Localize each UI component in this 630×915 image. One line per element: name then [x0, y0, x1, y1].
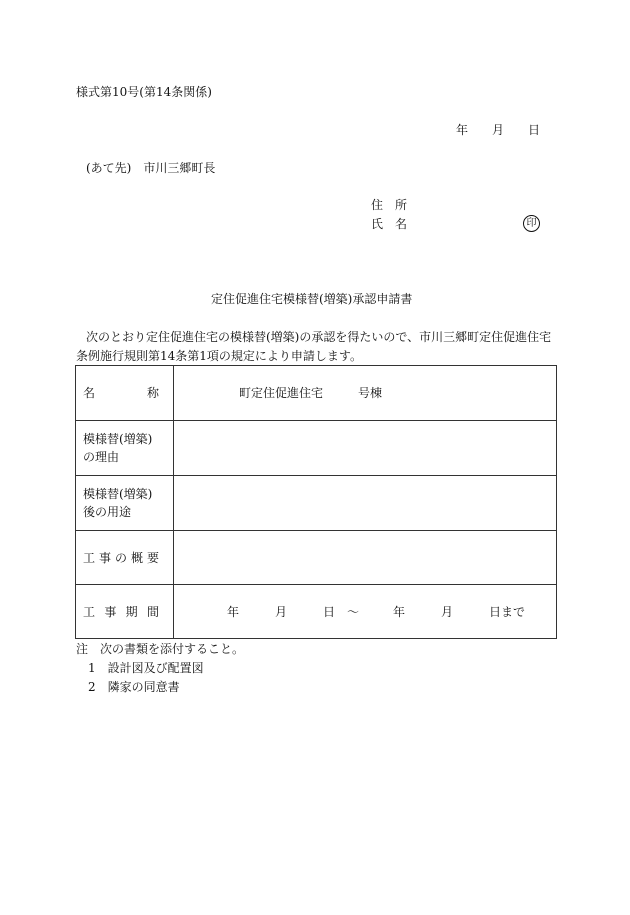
- intro-line-2: 条例施行規則第14条第1項の規定により申請します。: [76, 349, 362, 363]
- period-start-year: 年: [227, 604, 240, 619]
- row-reason: [76, 421, 557, 476]
- label-reason: [76, 421, 174, 476]
- value-name[interactable]: [174, 366, 557, 421]
- value-period[interactable]: [174, 585, 557, 639]
- period-char: 事: [104, 604, 117, 619]
- row-period: [76, 585, 557, 639]
- label-reason-2: の理由: [83, 450, 120, 464]
- label-name-part-b: 称: [146, 386, 159, 400]
- label-name: [76, 366, 174, 421]
- label-usage-1: 模様替(増築): [83, 487, 153, 501]
- date-day: 日: [528, 123, 541, 137]
- period-start-day: 日: [323, 604, 336, 619]
- period-end-month: 月: [441, 604, 454, 619]
- row-usage: [76, 476, 557, 531]
- period-end-year: 年: [393, 604, 406, 619]
- seal-mark: 印: [523, 215, 540, 232]
- date-year: 年: [456, 123, 469, 137]
- name-label: 氏 名: [371, 217, 408, 231]
- address-label: 住 所: [371, 198, 408, 212]
- period-char: 間: [146, 604, 159, 619]
- label-reason-1: 模様替(増築): [83, 432, 153, 446]
- outline-char: 工: [83, 550, 96, 565]
- value-reason[interactable]: [174, 421, 557, 476]
- notes-item: 2 隣家の同意書: [88, 680, 180, 694]
- page-title: 定住促進住宅模様替(増築)承認申請書: [211, 292, 413, 306]
- addressee: (あて先) 市川三郷町長: [86, 161, 216, 175]
- name-value-b: 号棟: [358, 386, 383, 400]
- notes-item: 1 設計図及び配置図: [88, 661, 204, 675]
- label-outline: [76, 531, 174, 585]
- period-char: 工: [83, 604, 96, 619]
- name-value-a: 町定住促進住宅: [239, 386, 324, 400]
- period-char: 期: [125, 604, 138, 619]
- row-outline: [76, 531, 557, 585]
- form-number: 様式第10号(第14条関係): [76, 85, 212, 99]
- value-outline[interactable]: [174, 531, 557, 585]
- row-name: [76, 366, 557, 421]
- outline-char: 要: [146, 550, 159, 565]
- value-usage[interactable]: [174, 476, 557, 531]
- notes-heading: 注 次の書類を添付すること。: [76, 642, 245, 656]
- period-tilde: ～: [347, 604, 360, 619]
- label-period: [76, 585, 174, 639]
- period-end-day: 日まで: [489, 604, 526, 619]
- period-start-month: 月: [275, 604, 288, 619]
- label-usage-2: 後の用途: [83, 505, 132, 519]
- intro-line-1: 次のとおり定住促進住宅の模様替(増築)の承認を得たいので、市川三郷町定住促進住宅: [86, 330, 552, 344]
- application-table: [75, 365, 557, 639]
- label-usage: [76, 476, 174, 531]
- date-month: 月: [492, 123, 505, 137]
- outline-char: 事: [98, 550, 111, 565]
- outline-char: の: [114, 550, 127, 565]
- label-name-part-a: 名: [83, 386, 96, 400]
- outline-char: 概: [130, 550, 143, 565]
